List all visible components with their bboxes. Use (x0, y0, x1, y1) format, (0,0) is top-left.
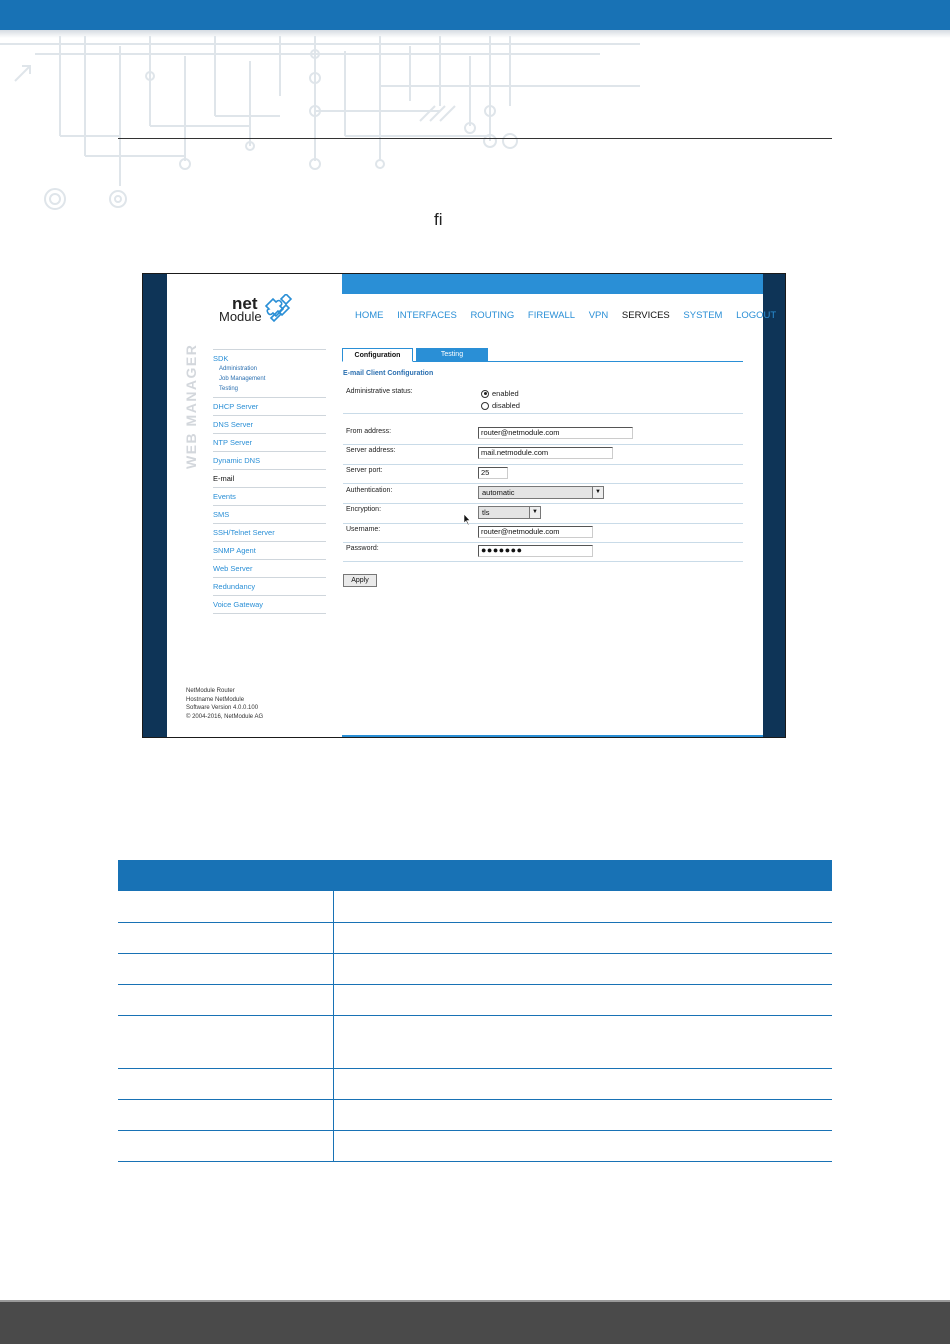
sidebar-subitem-testing[interactable]: Testing (219, 386, 239, 392)
table-row (118, 984, 832, 1015)
tab-bar (342, 348, 743, 362)
server-port-input[interactable]: 25 (478, 467, 508, 479)
screenshot-bottom-strip (342, 735, 763, 738)
page-header-bar (0, 0, 950, 30)
username-label: Username: (346, 526, 381, 533)
server-address-label: Server address: (346, 447, 396, 454)
dropdown-arrow-icon[interactable]: ▼ (592, 487, 603, 498)
radio-enabled[interactable] (481, 389, 519, 398)
page-footer-bar (0, 1300, 950, 1344)
sidebar-item-email[interactable]: E-mail (213, 469, 326, 487)
table-header-row (118, 860, 832, 891)
server-port-label: Server port: (346, 467, 383, 474)
authentication-select[interactable] (478, 486, 604, 499)
radio-disabled-label: disabled (492, 401, 520, 410)
radio-unchecked-icon[interactable] (481, 402, 489, 410)
encryption-value: tls (482, 508, 490, 517)
radio-enabled-label: enabled (492, 389, 519, 398)
table-header-cell (118, 860, 333, 891)
nav-interfaces[interactable]: INTERFACES (397, 310, 457, 321)
nav-firewall[interactable]: FIREWALL (527, 310, 576, 321)
encryption-label: Encryption: (346, 506, 382, 513)
dropdown-arrow-icon[interactable]: ▼ (529, 507, 540, 518)
device-info (186, 687, 263, 722)
password-label: Password: (346, 545, 379, 552)
sidebar-item-web-server[interactable]: Web Server (213, 559, 326, 577)
table-row (118, 1015, 832, 1068)
nav-system[interactable]: SYSTEM (683, 310, 723, 321)
header-rule (118, 138, 832, 139)
table-row (118, 1130, 832, 1161)
netmodule-logo: net Module (217, 294, 307, 334)
web-manager-screenshot (142, 273, 786, 738)
device-info-line: Software Version 4.0.0.100 (186, 705, 259, 712)
nav-routing[interactable]: ROUTING (470, 310, 515, 321)
device-info-line: NetModule Router (186, 688, 235, 694)
authentication-label: Authentication: (346, 487, 393, 494)
from-address-input[interactable]: router@netmodule.com (478, 427, 633, 439)
table-header-cell (333, 860, 832, 891)
nav-services[interactable]: SERVICES (621, 310, 670, 321)
sidebar-item-sms[interactable]: SMS (213, 505, 326, 523)
sidebar-item-redundancy[interactable]: Redundancy (213, 577, 326, 595)
ligature-glyph: fi (434, 210, 443, 229)
sidebar-item-dns-server[interactable]: DNS Server (213, 415, 326, 433)
section-title: E-mail Client Configuration (343, 370, 434, 377)
web-manager-vertical-title: WEB MANAGER (183, 343, 199, 469)
nav-home[interactable]: HOME (355, 310, 384, 321)
sidebar-group-sdk (213, 349, 326, 397)
table-row (118, 1068, 832, 1099)
circuit-decoration (0, 36, 640, 226)
admin-status-label: Administrative status: (346, 388, 413, 395)
password-input[interactable]: ●●●●●●● (478, 545, 593, 557)
sidebar-item-snmp-agent[interactable]: SNMP Agent (213, 541, 326, 559)
table-row (118, 953, 832, 984)
authentication-value: automatic (482, 488, 515, 497)
sidebar-item-voice-gateway[interactable]: Voice Gateway (213, 595, 326, 613)
sidebar-subitem-administration[interactable]: Administration (219, 366, 258, 372)
username-input[interactable]: router@netmodule.com (478, 526, 593, 538)
table-row (118, 1099, 832, 1130)
main-nav (355, 310, 786, 321)
sidebar-item-dynamic-dns[interactable]: Dynamic DNS (213, 451, 326, 469)
table-row (118, 891, 832, 922)
sidebar-item-events[interactable]: Events (213, 487, 326, 505)
encryption-select[interactable] (478, 506, 541, 519)
apply-button[interactable]: Apply (343, 574, 377, 587)
puzzle-logo-icon (263, 294, 293, 326)
nav-vpn[interactable]: VPN (588, 310, 609, 321)
tab-configuration[interactable]: Configuration (342, 348, 413, 362)
device-info-line: © 2004-2016, NetModule AG (186, 714, 264, 721)
tab-testing[interactable]: Testing (416, 348, 488, 362)
nav-logout[interactable]: LOGOUT (736, 310, 777, 321)
radio-disabled[interactable] (481, 401, 520, 410)
from-address-label: From address: (346, 428, 392, 435)
device-info-line: Hostname NetModule (186, 696, 245, 703)
sidebar-item-ssh-telnet-server[interactable]: SSH/Telnet Server (213, 523, 326, 541)
sidebar-item-dhcp-server[interactable]: DHCP Server (213, 397, 326, 415)
parameter-table (118, 860, 832, 1162)
sidebar-item-ntp-server[interactable]: NTP Server (213, 433, 326, 451)
sidebar-menu (213, 349, 326, 614)
table-row (118, 922, 832, 953)
mouse-cursor-icon (464, 514, 471, 525)
sidebar-item-sdk[interactable]: SDK (213, 354, 229, 363)
radio-checked-icon[interactable] (481, 390, 489, 398)
sidebar-subitem-job-management[interactable]: Job Management (219, 376, 266, 382)
server-address-input[interactable]: mail.netmodule.com (478, 447, 613, 459)
screenshot-content (167, 274, 777, 738)
